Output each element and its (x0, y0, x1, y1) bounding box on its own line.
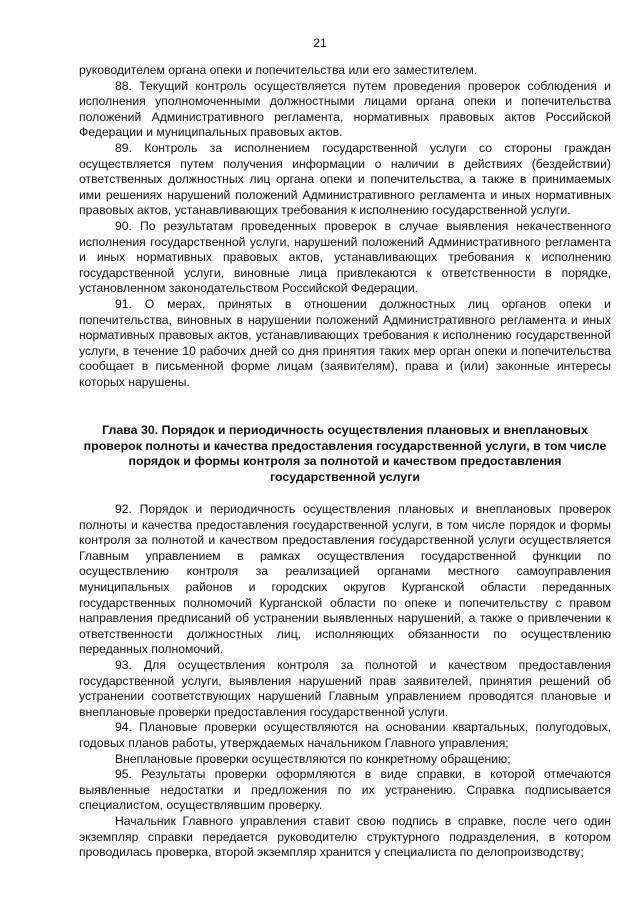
paragraph-93: 93. Для осуществления контроля за полнотой и качеством предоставления государственной услуги, выявления нарушений прав заявителей, принятия решений об устранении соответствующих нарушений Главным управлением проводятся плановые и внеплановые проверки предоставления государственной услуги. (79, 658, 611, 719)
paragraph-90: 90. По результатам проведенных проверок в случае выявления некачественного исполнения государственной услуги, нарушений положений Административного регламента и иных нормативных правовых актов, устанавливающих требования к исполнению государственной услуги, виновные лица привлекаются к ответственности в порядке, установленном законодательством Российской Федерации. (79, 218, 611, 296)
paragraph-88: 88. Текущий контроль осуществляется путем проведения проверок соблюдения и исполнения уполномоченными должностными лицами органа опеки и попечительства положений Административного регламента, нормативных правовых актов Российской Федерации и муниципальных правовых актов. (79, 78, 611, 140)
paragraph-91: 91. О мерах, принятых в отношении должностных лиц органов опеки и попечительства, виновных в нарушении положений Административного регламента и иных нормативных правовых актов, устанавливающих требования к исполнению государственной услуги, в течение 10 рабочих дней со дня принятия таких мер орган опеки и попечительства сообщает в письменной форме лицам (заявителям), права и (или) законные интересы которых нарушены. (79, 296, 611, 389)
paragraph-continuation: руководителем органа опеки и попечительства или его заместителем. (79, 63, 478, 77)
paragraph-head-signature: Начальник Главного управления ставит свою подпись в справке, после чего один экземпляр справки передается руководителю структурного подразделения, в котором проводилась проверка, второй экземпляр хранится у специалиста по делопроизводству; (79, 813, 611, 860)
chapter-heading: Глава 30. Порядок и периодичность осуществления плановых и внеплановых проверок полноты и качества предоставления государственной услуги, в том числе порядок и формы контроля за полнотой и качеством предоставления государственной услуги (83, 423, 607, 484)
page-number: 21 (313, 36, 327, 50)
paragraph-89: 89. Контроль за исполнением государственной услуги со стороны граждан осуществляется путем получения информации о наличии в действиях (бездействии) ответственных должностных лиц органа опеки и попечительства, а также в принимаемых ими решениях нарушений положений Административного регламента и иных нормативных правовых актов, устанавливающих требования к исполнению государственной услуги. (79, 140, 611, 218)
paragraph-92: 92. Порядок и периодичность осуществления плановых и внеплановых проверок полноты и качества предоставления государственной услуги, в том числе порядок и формы контроля за полнотой и качеством предоставления государственной услуги осуществляется Главным управлением в рамках осуществления государственной функции по осуществлению контроля за реализацией органами местного самоуправления муниципальных районов и городских округов Курганской области переданных государственных полномочий Курганской области по опеке и попечительству с правом направления предписаний об устранении выявленных нарушений, а также о привлечении к ответственности должностных лиц, исполняющих обязанности по осуществлению переданных полномочий. (79, 502, 611, 657)
paragraph-unscheduled-checks: Внеплановые проверки осуществляются по конкретному обращению; (115, 751, 511, 766)
paragraph-94: 94. Плановые проверки осуществляются на основании квартальных, полугодовых, годовых планов работы, утверждаемых начальником Главного управления; (79, 720, 611, 750)
document-body (79, 63, 611, 861)
paragraph-95: 95. Результаты проверки оформляются в виде справки, в которой отмечаются выявленные недостатки и предложения по их устранению. Справка подписывается специалистом, осуществлявшим проверку. (79, 767, 611, 813)
